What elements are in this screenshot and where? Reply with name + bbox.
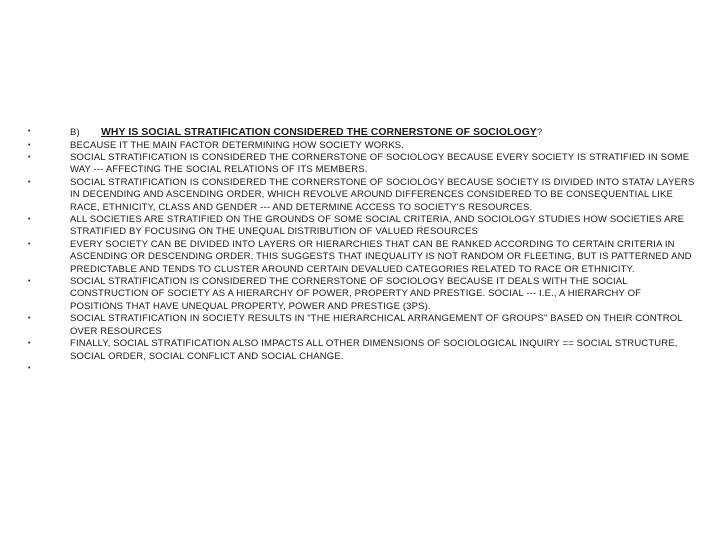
heading-title: WHY IS SOCIAL STRATIFICATION CONSIDERED THE CORNERSTONE OF SOCIOLOGY xyxy=(101,127,537,138)
bullet-icon: • xyxy=(28,340,31,348)
list-item xyxy=(28,214,696,239)
point-text: ALL SOCIETIES ARE STRATIFIED ON THE GROUNDS OF SOME SOCIAL CRITERIA, AND SOCIOLOGY STUDIES HOW SOCIETIES ARE STRATIFIED BY FOCUSING ON THE UNEQUAL DISTRIBUTION OF VALUED RESOURCES xyxy=(70,214,685,238)
list-item xyxy=(28,140,696,152)
list-item xyxy=(28,239,696,276)
bullet-icon: • xyxy=(28,240,31,248)
bullet-icon: • xyxy=(28,128,31,135)
bullet-list xyxy=(28,126,696,375)
bullet-icon: • xyxy=(28,154,31,161)
point-text: SOCIAL STRATIFICATION IS CONSIDERED THE CORNERSTONE OF SOCIOLOGY BECAUSE IT DEALS WITH THE SOCIAL CONSTRUCTION OF SOCIETY AS A HIERARCHY OF POWER, PROPERTY AND PRESTIGE. SOCIAL --- I.E., A HIERARCHY OF POSITIONS THAT HAVE UNEQUAL PROPERTY, POWER AND PRESTIGE (3PS). xyxy=(70,276,642,312)
list-item xyxy=(28,177,696,214)
bullet-icon: • xyxy=(28,141,31,149)
heading-item xyxy=(28,126,696,140)
empty-list-item xyxy=(28,363,696,375)
bullet-icon: • xyxy=(28,315,31,323)
bullet-icon: • xyxy=(28,216,31,224)
bullet-icon: • xyxy=(28,178,31,186)
list-item xyxy=(28,276,696,313)
point-text: EVERY SOCIETY CAN BE DIVIDED INTO LAYERS OR HIERARCHIES THAT CAN BE RANKED ACCORDING TO CERTAIN CRITERIA IN ASCENDING OR DESCENDING ORDER. THIS SUGGESTS THAT INEQUALITY IS NOT RANDOM OR FLEETING, BUT IS PATTERNED AND PREDICTABLE AND TENDS TO CLUSTER AROUND CERTAIN DEVALUED CATEGORIES RELATED TO RACE OR ETHNICITY. xyxy=(70,238,692,275)
point-text: SOCIAL STRATIFICATION IN SOCIETY RESULTS IN "THE HIERARCHICAL ARRANGEMENT OF GROUPS" BASED ON THEIR CONTROL OVER RESOURCES xyxy=(70,313,683,337)
list-item xyxy=(28,313,696,338)
point-text: FINALLY, SOCIAL STRATIFICATION ALSO IMPACTS ALL OTHER DIMENSIONS OF SOCIOLOGICAL INQUIRY == SOCIAL STRUCTURE, SOCIAL ORDER, SOCIAL CONFLICT AND SOCIAL CHANGE. xyxy=(70,338,678,362)
point-text: SOCIAL STRATIFICATION IS CONSIDERED THE CORNERSTONE OF SOCIOLOGY BECAUSE SOCIETY IS DIVIDED INTO STATA/ LAYERS IN DECENDING AND ASCENDING ORDER, WHICH REVOLVE AROUND DIFFERENCES CONSIDERED TO BE CONSEQUENTIAL LIKE RACE, ETHNICITY, CLASS AND GENDER --- AND DETERMINE ACCESS TO SOCIETY'S RESOURCES. xyxy=(70,176,695,213)
heading-text xyxy=(70,126,696,140)
list-item xyxy=(28,338,696,363)
point-text: SOCIAL STRATIFICATION IS CONSIDERED THE CORNERSTONE OF SOCIOLOGY BECAUSE EVERY SOCIETY IS STRATIFIED IN SOME WAY --- AFFECTING THE SOCIAL RELATIONS OF ITS MEMBERS. xyxy=(70,152,690,176)
point-text: BECAUSE IT THE MAIN FACTOR DETERMINING HOW SOCIETY WORKS. xyxy=(70,139,405,151)
list-item xyxy=(28,152,696,177)
bullet-icon: • xyxy=(28,278,31,286)
bullet-icon: • xyxy=(28,364,31,372)
heading-suffix: ? xyxy=(536,127,543,138)
heading-label: B) xyxy=(70,127,80,138)
